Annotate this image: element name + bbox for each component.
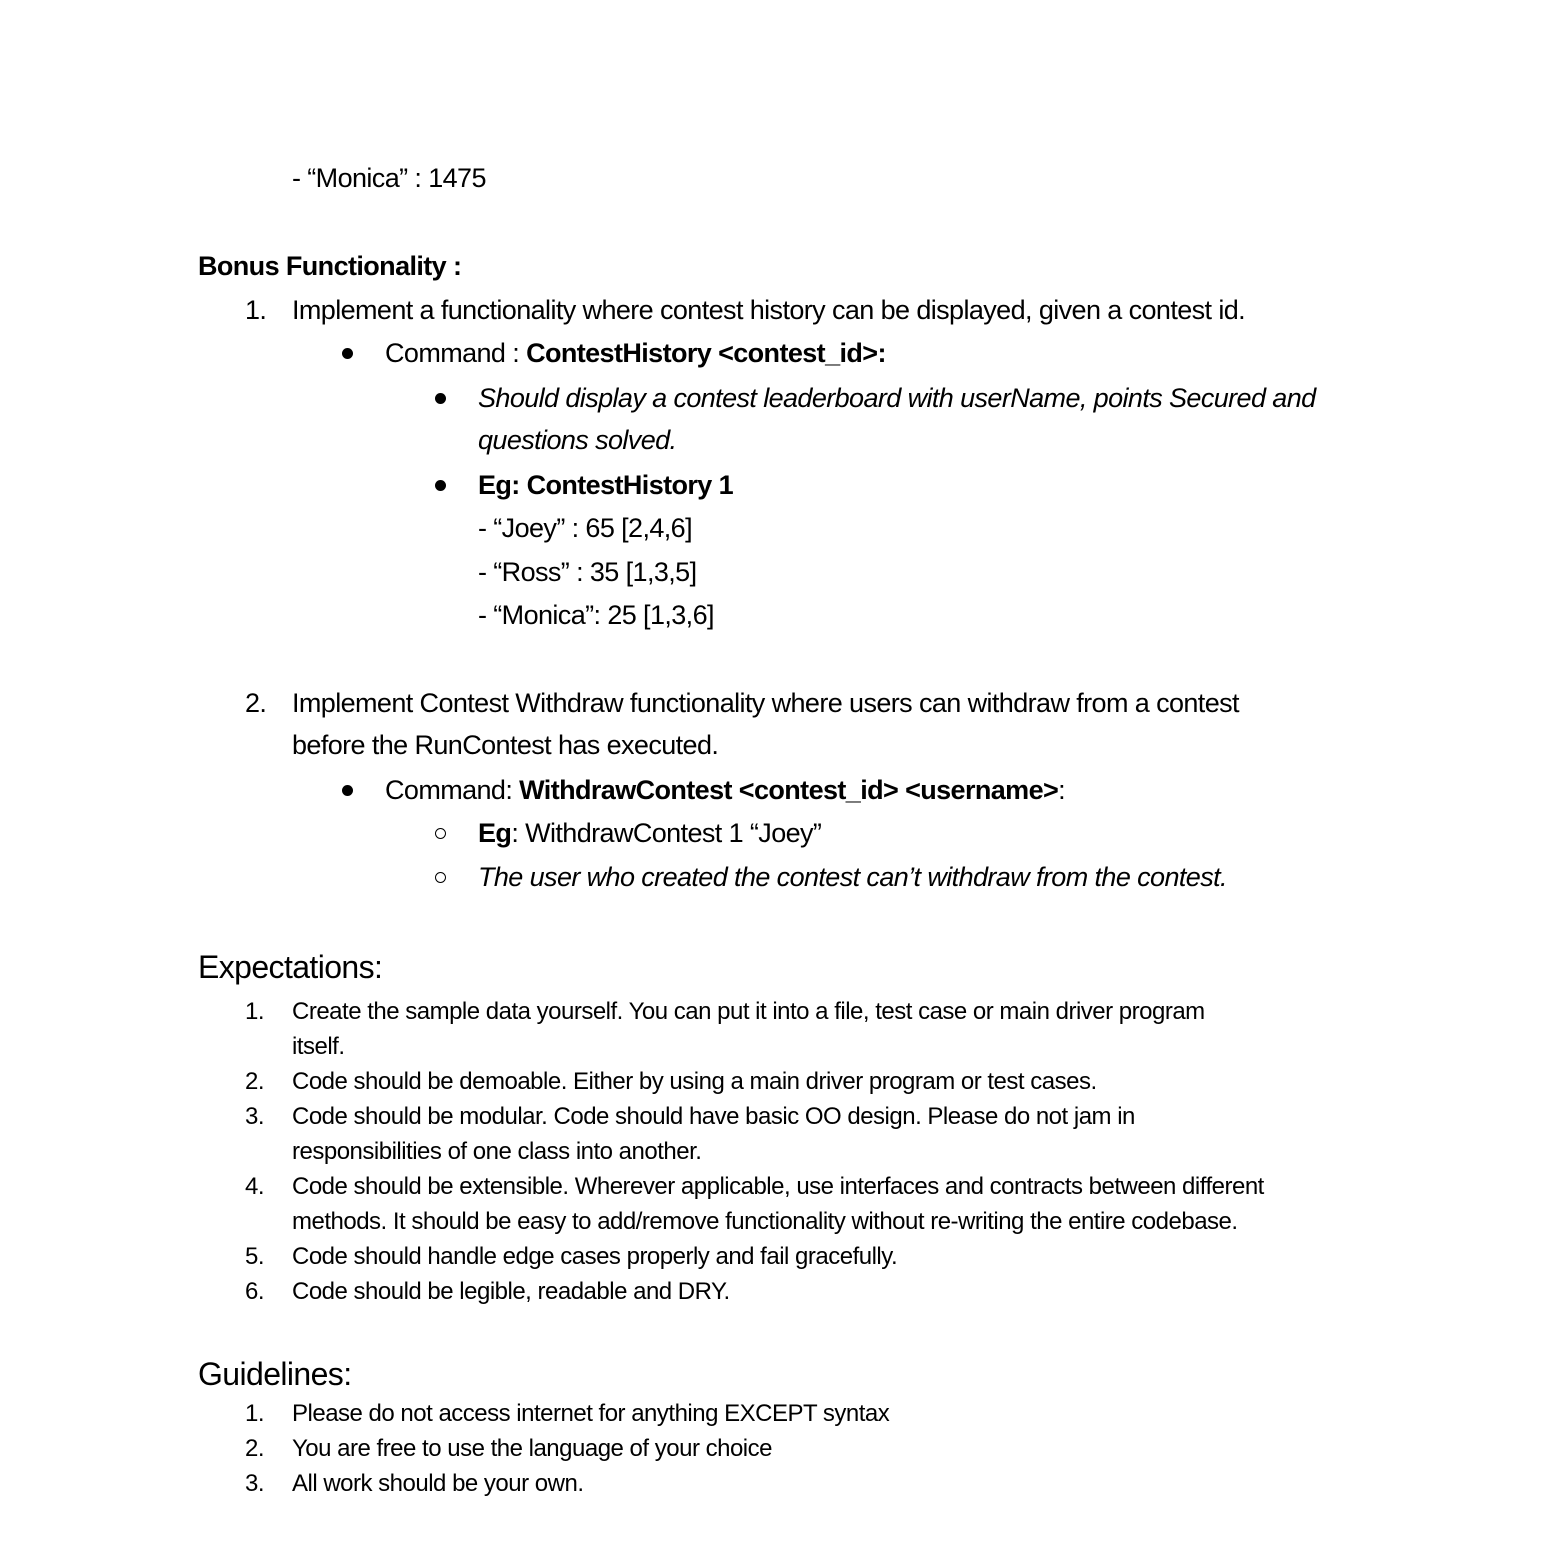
expectation-item: Code should be extensible. Wherever applicable, use interfaces and contracts between different <box>292 1173 1264 1200</box>
bullet-icon <box>435 393 446 404</box>
bonus-item-2-text: Implement Contest Withdraw functionality where users can withdraw from a contest <box>292 688 1239 718</box>
bonus-item-2-example <box>478 816 821 850</box>
bonus-item-2-text-cont: before the RunContest has executed. <box>292 730 719 760</box>
guideline-item: All work should be your own. <box>292 1470 584 1497</box>
expectation-item-cont: itself. <box>292 1033 345 1060</box>
expectation-item: Code should handle edge cases properly and fail gracefully. <box>292 1243 898 1270</box>
expectations-heading: Expectations: <box>198 949 383 985</box>
expectation-item: Create the sample data yourself. You can put it into a file, test case or main driver program <box>292 998 1205 1025</box>
guideline-item: You are free to use the language of your choice <box>292 1435 772 1462</box>
expectation-item-cont: responsibilities of one class into another. <box>292 1138 702 1165</box>
example-label: Eg <box>478 818 512 848</box>
bonus-heading: Bonus Functionality : <box>198 251 462 281</box>
bonus-item-1-command <box>385 336 886 370</box>
expectation-number: 6. <box>245 1278 265 1305</box>
example-value: : WithdrawContest 1 “Joey” <box>511 818 822 848</box>
expectation-number: 5. <box>245 1243 265 1270</box>
bonus-item-1-description: Should display a contest leaderboard with userName, points Secured and <box>478 383 1316 413</box>
hollow-bullet-icon <box>435 872 446 883</box>
expectation-item: Code should be modular. Code should have basic OO design. Please do not jam in <box>292 1103 1135 1130</box>
expectation-number: 2. <box>245 1068 265 1095</box>
bonus-item-1-example-label: Eg: ContestHistory 1 <box>478 470 734 500</box>
bullet-icon <box>342 348 353 359</box>
bonus-item-2-note: The user who created the contest can’t withdraw from the contest. <box>478 862 1227 892</box>
command-name: ContestHistory <contest_id>: <box>526 338 886 368</box>
bonus-item-number: 2. <box>245 688 267 718</box>
example-row: - “Ross” : 35 [1,3,5] <box>478 557 697 587</box>
bonus-item-number: 1. <box>245 295 267 325</box>
expectation-item: Code should be legible, readable and DRY. <box>292 1278 730 1305</box>
command-name: WithdrawContest <contest_id> <username> <box>519 775 1059 805</box>
guideline-number: 1. <box>245 1400 265 1427</box>
bullet-icon <box>435 480 446 491</box>
bullet-icon <box>342 785 353 796</box>
monica-score-entry: - “Monica” : 1475 <box>292 163 486 193</box>
guideline-item: Please do not access internet for anything EXCEPT syntax <box>292 1400 890 1427</box>
example-row: - “Joey” : 65 [2,4,6] <box>478 513 692 543</box>
guideline-number: 2. <box>245 1435 265 1462</box>
expectation-number: 4. <box>245 1173 265 1200</box>
guidelines-heading: Guidelines: <box>198 1356 352 1392</box>
hollow-bullet-icon <box>435 828 446 839</box>
command-prefix: Command : <box>385 338 527 368</box>
bonus-item-1-description-cont: questions solved. <box>478 425 677 455</box>
command-prefix: Command: <box>385 775 520 805</box>
expectation-item-cont: methods. It should be easy to add/remove functionality without re-writing the entire codebase. <box>292 1208 1238 1235</box>
bonus-item-1-text: Implement a functionality where contest history can be displayed, given a contest id. <box>292 295 1246 325</box>
expectation-number: 3. <box>245 1103 265 1130</box>
expectation-item: Code should be demoable. Either by using a main driver program or test cases. <box>292 1068 1097 1095</box>
guideline-number: 3. <box>245 1470 265 1497</box>
example-row: - “Monica”: 25 [1,3,6] <box>478 600 714 630</box>
expectation-number: 1. <box>245 998 265 1025</box>
bonus-item-2-command <box>385 773 1065 807</box>
command-suffix: : <box>1058 775 1066 805</box>
